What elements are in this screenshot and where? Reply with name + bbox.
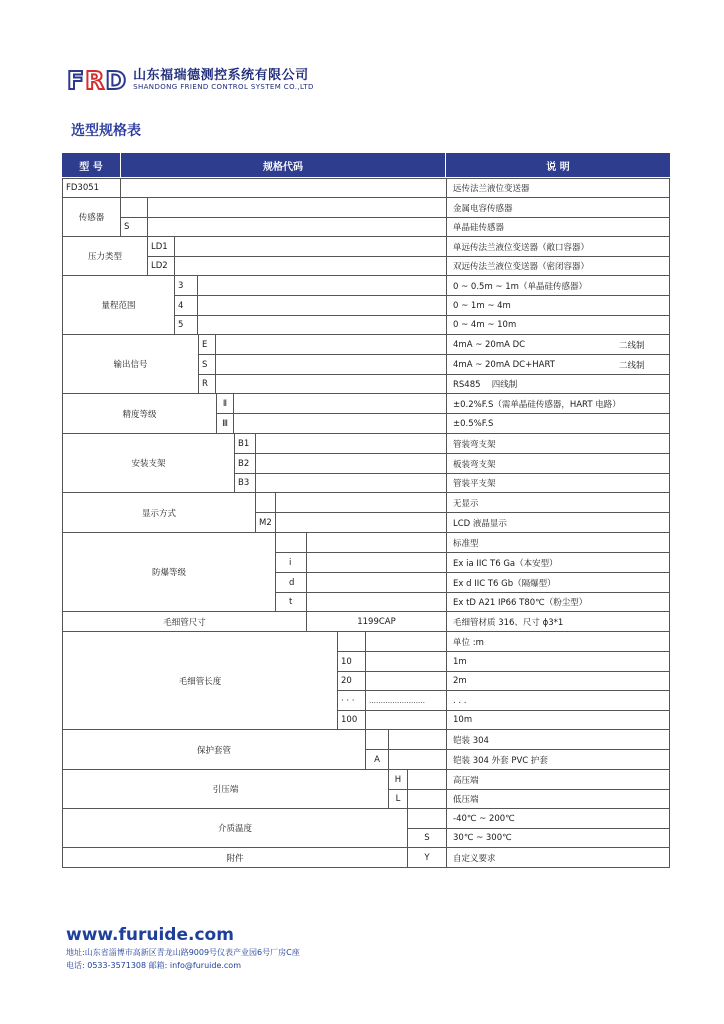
group-display: 显示方式	[62, 492, 256, 533]
spacer	[275, 512, 447, 533]
code-sleeve-a: A	[365, 749, 389, 770]
spacer	[215, 374, 447, 394]
desc-output-s	[446, 354, 670, 375]
desc-temp-std: -40℃ ~ 200℃	[446, 808, 670, 829]
code-explosion-d-text: d	[289, 577, 295, 588]
code-length-20: 20	[337, 671, 366, 691]
desc-capillary: 毛细管材质 316、尺寸 ϕ3*1	[446, 611, 670, 632]
desc-display-m2: LCD 液晶显示	[446, 512, 670, 533]
model-desc: 远传法兰液位变送器	[446, 178, 670, 198]
spacer	[365, 651, 447, 672]
code-output-r: R	[198, 374, 216, 394]
group-accuracy: 精度等级	[62, 393, 217, 434]
spacer	[147, 197, 447, 218]
group-accessory: 附件	[62, 847, 408, 868]
logo-letter-d: D	[105, 65, 126, 95]
desc-sensor-si: 单晶硅传感器	[446, 217, 670, 237]
desc-ld2: 双远传法兰液位变送器（密闭容器）	[446, 256, 670, 276]
code-mount-b1: B1	[234, 433, 256, 454]
desc-sensor-metal: 金属电容传感器	[446, 197, 670, 218]
spacer	[197, 295, 447, 316]
footer-website-link[interactable]: www.furuide.com	[66, 925, 234, 945]
desc-range-3: 0 ~ 0.5m ~ 1m（单晶硅传感器）	[446, 275, 670, 296]
code-range-3: 3	[174, 275, 198, 296]
spacer	[215, 334, 447, 355]
desc-temp-s: 30℃ ~ 300℃	[446, 828, 670, 848]
code-output-s: S	[198, 354, 216, 375]
desc-mount-b1: 管装弯支架	[446, 433, 670, 454]
code-explosion-i	[275, 552, 307, 573]
group-range: 量程范围	[62, 275, 175, 335]
section-title: 选型规格表	[71, 123, 141, 139]
group-pressure-port: 引压端	[62, 769, 389, 809]
spacer	[275, 492, 447, 513]
code-accuracy-ii: Ⅱ	[216, 393, 234, 414]
code-range-4: 4	[174, 295, 198, 316]
code-empty	[365, 729, 389, 750]
desc-sleeve-a: 铠装 304 外套 PVC 护套	[446, 749, 670, 770]
group-pressure-type: 压力类型	[62, 236, 148, 276]
spacer	[147, 217, 447, 237]
desc-accuracy-ii: ±0.2%F.S（需单晶硅传感器，HART 电路）	[446, 393, 670, 414]
group-sensor: 传感器	[62, 197, 121, 237]
code-length-100: 100	[337, 710, 366, 730]
code-range-5: 5	[174, 315, 198, 335]
spacer	[306, 572, 447, 593]
code-ld1: LD1	[147, 236, 175, 257]
group-capillary-size: 毛细管尺寸	[62, 611, 307, 632]
desc-length-unit: 单位 :m	[446, 631, 670, 652]
code-temp-s: S	[407, 828, 447, 848]
code-empty	[407, 808, 447, 829]
code-explosion-d	[275, 572, 307, 593]
code-port-h: H	[388, 769, 408, 790]
desc-port-l: 低压端	[446, 789, 670, 809]
header-code: 规格代码	[121, 153, 445, 177]
group-capillary-length: 毛细管长度	[62, 631, 338, 730]
code-explosion-t-text: t	[289, 597, 293, 607]
code-mount-b3: B3	[234, 473, 256, 493]
spacer	[215, 354, 447, 375]
desc-output-s-wire: 二线制	[619, 360, 645, 371]
header-desc: 说 明	[446, 153, 670, 177]
group-output: 输出信号	[62, 334, 199, 394]
code-port-l: L	[388, 789, 408, 809]
code-length-dots-fill: ……………………	[365, 690, 447, 711]
code-empty	[255, 492, 276, 513]
code-explosion-t	[275, 592, 307, 612]
desc-explosion-std: 标准型	[446, 532, 670, 553]
desc-ld1: 单远传法兰液位变送器（敞口容器）	[446, 236, 670, 257]
company-logo	[67, 65, 314, 95]
code-empty	[275, 532, 307, 553]
spacer	[255, 433, 447, 454]
group-mount: 安装支架	[62, 433, 235, 493]
code-empty	[337, 631, 366, 652]
spacer	[407, 789, 447, 809]
spacer	[255, 453, 447, 474]
desc-length-100: 10m	[446, 710, 670, 730]
spacer	[197, 275, 447, 296]
spacer	[388, 749, 447, 770]
spacer	[388, 729, 447, 750]
logo-letter-r: R	[85, 65, 104, 95]
desc-mount-b2: 板装弯支架	[446, 453, 670, 474]
spacer	[255, 473, 447, 493]
footer-address: 地址:山东省淄博市高新区青龙山路9009号仪表产业园6号厂房C座	[66, 948, 300, 957]
desc-output-e-wire: 二线制	[619, 340, 645, 351]
spacer	[174, 256, 447, 276]
desc-output-e	[446, 334, 670, 355]
desc-explosion-d: Ex d IIC T6 Gb（隔爆型）	[446, 572, 670, 593]
logo-letter-f: F	[67, 65, 84, 95]
spacer	[306, 592, 447, 612]
desc-length-dots: . . .	[446, 690, 670, 711]
spacer	[365, 710, 447, 730]
code-mount-b2: B2	[234, 453, 256, 474]
spacer	[365, 671, 447, 691]
desc-output-e-signal: 4mA ~ 20mA DC	[453, 339, 526, 350]
code-explosion-i-text: i	[289, 557, 292, 568]
code-length-dots: · · ·	[337, 690, 366, 711]
desc-output-s-signal: 4mA ~ 20mA DC+HART	[453, 359, 555, 370]
desc-range-4: 0 ~ 1m ~ 4m	[446, 295, 670, 316]
desc-accuracy-iii: ±0.5%F.S	[446, 413, 670, 434]
logo-mark	[67, 65, 126, 95]
spacer	[233, 413, 447, 434]
model-code: FD3051	[62, 178, 121, 198]
desc-sleeve-std: 铠装 304	[446, 729, 670, 750]
code-empty	[120, 197, 148, 218]
code-output-e: E	[198, 334, 216, 355]
desc-length-10: 1m	[446, 651, 670, 672]
code-capillary: 1199CAP	[306, 611, 447, 632]
header-model: 型 号	[62, 153, 120, 177]
spacer	[233, 393, 447, 414]
code-accessory-y: Y	[407, 847, 447, 868]
code-length-10: 10	[337, 651, 366, 672]
company-name-en: SHANDONG FRIEND CONTROL SYSTEM CO.,LTD	[133, 83, 314, 91]
desc-output-r: RS485 四线制	[446, 374, 670, 394]
spacer	[365, 631, 447, 652]
spacer	[174, 236, 447, 257]
code-accuracy-iii: Ⅲ	[216, 413, 234, 434]
company-name-cn: 山东福瑞德测控系统有限公司	[133, 68, 309, 83]
desc-explosion-t: Ex tD A21 IP66 T80℃（粉尘型）	[446, 592, 670, 612]
desc-length-20: 2m	[446, 671, 670, 691]
desc-display-none: 无显示	[446, 492, 670, 513]
spacer	[197, 315, 447, 335]
spacer	[407, 769, 447, 790]
desc-range-5: 0 ~ 4m ~ 10m	[446, 315, 670, 335]
code-sensor-s: S	[120, 217, 148, 237]
code-display-m2: M2	[255, 512, 276, 533]
desc-port-h: 高压端	[446, 769, 670, 790]
group-medium-temp: 介质温度	[62, 808, 408, 848]
desc-explosion-i: Ex ia IIC T6 Ga（本安型）	[446, 552, 670, 573]
desc-accessory-y: 自定义要求	[446, 847, 670, 868]
footer-contact: 电话: 0533-3571308 邮箱: info@furuide.com	[66, 961, 241, 970]
desc-mount-b3: 管装平支架	[446, 473, 670, 493]
group-explosion: 防爆等级	[62, 532, 276, 612]
code-ld2: LD2	[147, 256, 175, 276]
spacer	[120, 178, 447, 198]
spacer	[306, 532, 447, 553]
group-sleeve: 保护套管	[62, 729, 366, 770]
spacer	[306, 552, 447, 573]
